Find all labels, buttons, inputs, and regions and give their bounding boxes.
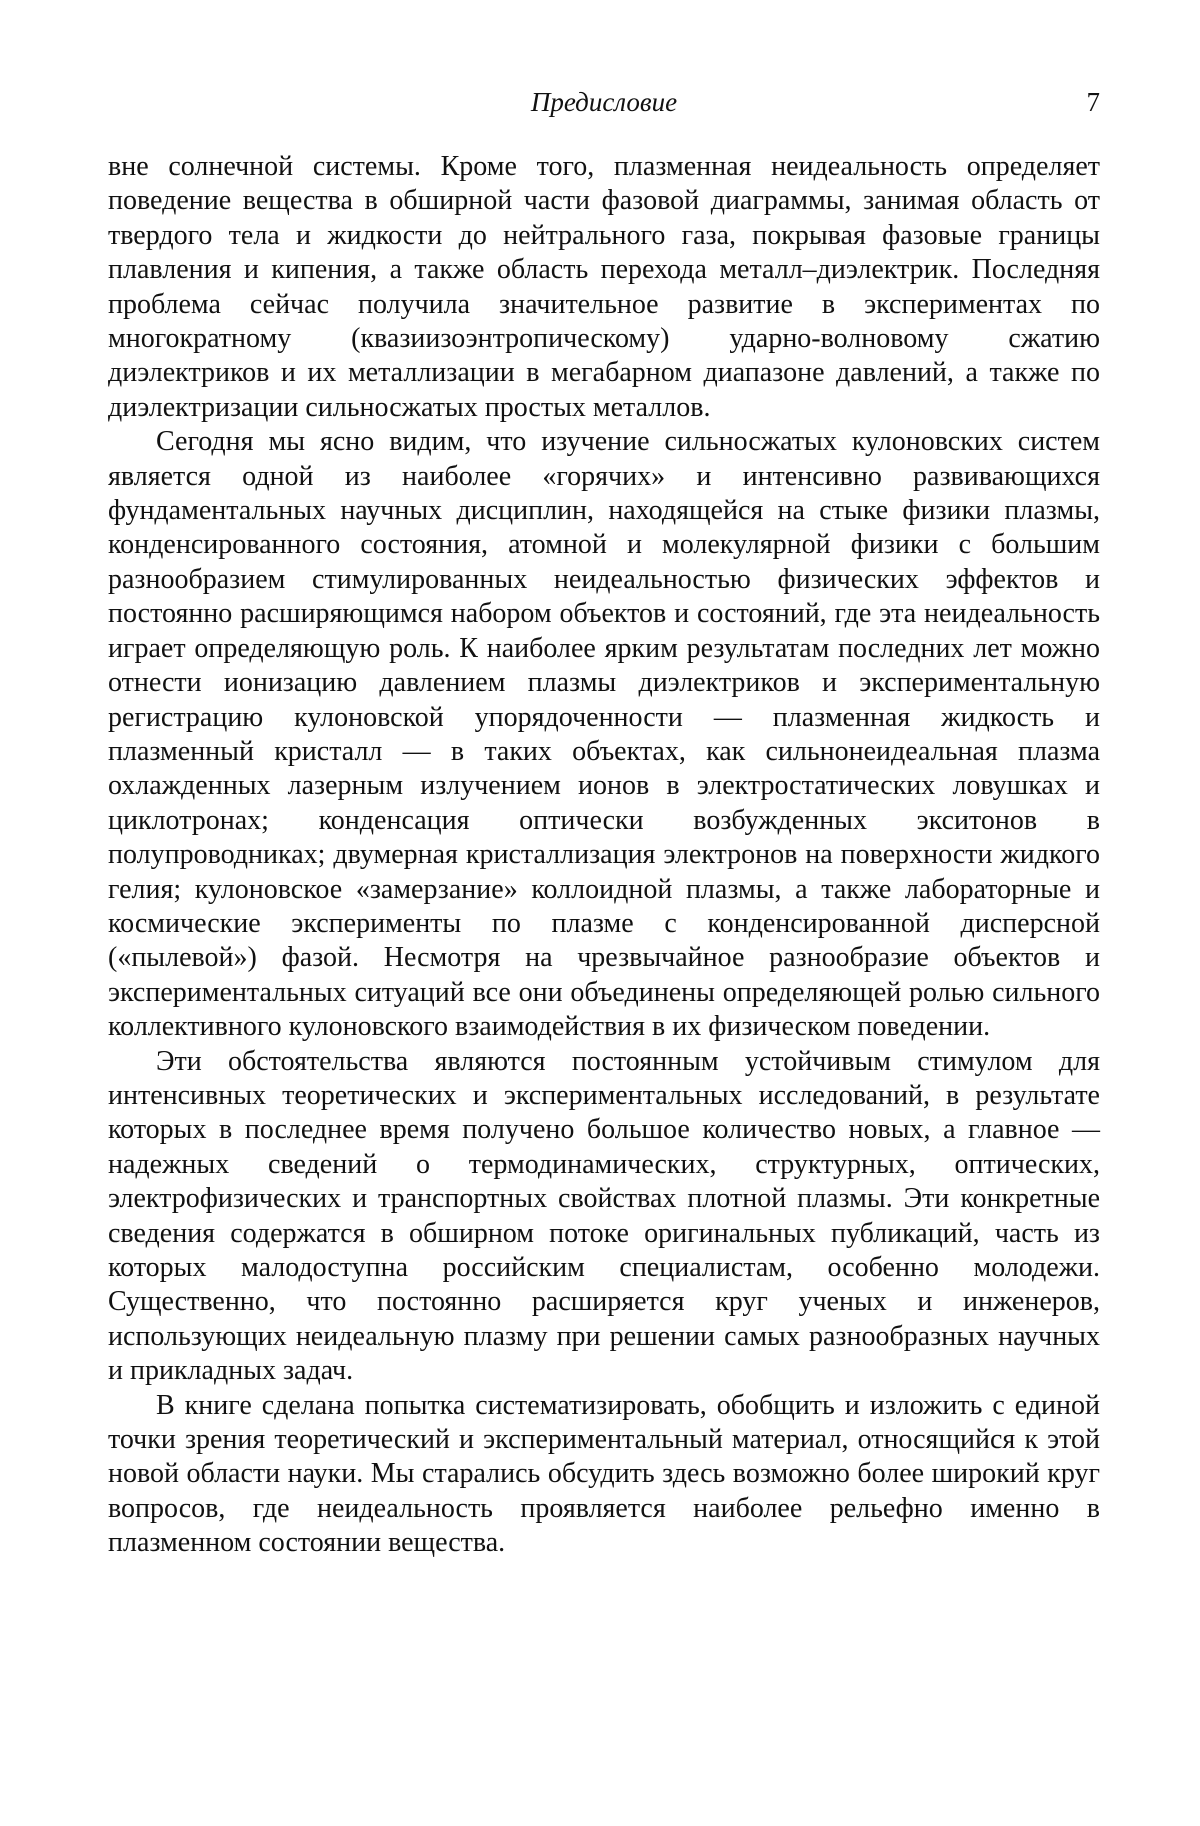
body-text: [108, 150, 1100, 1561]
page-number: 7: [1086, 87, 1100, 117]
paragraph-continued: вне солнечной системы. Кроме того, плазменная неидеальность определяет поведение вещества в обширной части фазовой диаграммы, занимая область от твердого тела и жидкости до нейтрального газа, покрывая фазовые границы плавления и кипения, а также область перехода металл–диэлектрик. Последняя проблема сейчас получила значительное развитие в экспериментах по многократному (квазиизоэнтропическому) ударно-волновому сжатию диэлектриков и их металлизации в мегабарном диапазоне давлений, а также по диэлектризации сильносжатых простых металлов.: [108, 151, 1100, 423]
running-head: [108, 84, 1100, 120]
paragraph: В книге сделана попытка систематизировать, обобщить и изложить с единой точки зрения теоретический и экспериментальный материал, относящийся к этой новой области науки. Мы старались обсудить здесь возможно более широкий круг вопросов, где неидеальность проявляется наиболее рельефно именно в плазменном состоянии вещества.: [108, 1389, 1100, 1559]
paragraph: Сегодня мы ясно видим, что изучение сильносжатых кулоновских систем является одной из наиболее «горячих» и интенсивно развивающихся фундаментальных научных дисциплин, находящейся на стыке физики плазмы, конденсированного состояния, атомной и молекулярной физики с большим разнообразием стимулированных неидеальностью физических эффектов и постоянно расширяющимся набором объектов и состояний, где эта неидеальность играет определяющую роль. К наиболее ярким результатам последних лет можно отнести ионизацию давлением плазмы диэлектриков и экспериментальную регистрацию кулоновской упорядоченности — плазменная жидкость и плазменный кристалл — в таких объектах, как сильнонеидеальная плазма охлажденных лазерным излучением ионов в электростатических ловушках и циклотронах; конденсация оптически возбужденных экситонов в полупроводниках; двумерная кристаллизация электронов на поверхности жидкого гелия; кулоновское «замерзание» коллоидной плазмы, а также лабораторные и космические эксперименты по плазме с конденсированной дисперсной («пылевой») фазой. Несмотря на чрезвычайное разнообразие объектов и экспериментальных ситуаций все они объединены определяющей ролью сильного коллективного кулоновского взаимодействия в их физическом поведении.: [108, 426, 1100, 1043]
paragraph: Эти обстоятельства являются постоянным устойчивым стимулом для интенсивных теоретических и экспериментальных исследований, в результате которых в последнее время получено большое количество новых, а главное — надежных сведений о термодинамических, структурных, оптических, электрофизических и транспортных свойствах плотной плазмы. Эти конкретные сведения содержатся в обширном потоке оригинальных публикаций, часть из которых малодоступна российским специалистам, особенно молодежи. Существенно, что постоянно расширяется круг ученых и инженеров, использующих неидеальную плазму при решении самых разнообразных научных и прикладных задач.: [108, 1045, 1100, 1387]
running-title: Предисловие: [530, 87, 678, 117]
